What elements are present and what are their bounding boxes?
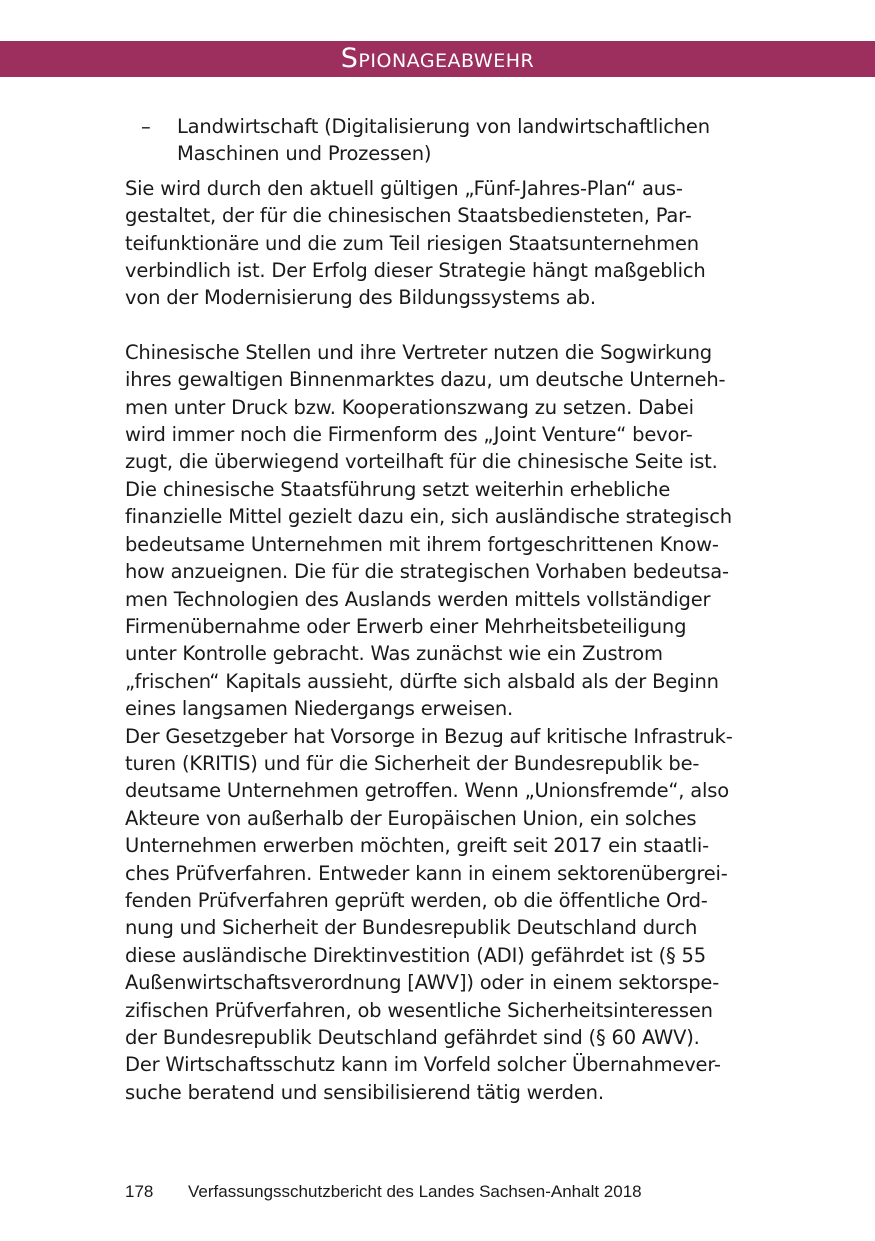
text-line: diese ausländische Direktinvestition (ADI) gefährdet ist (§ 55 (125, 943, 706, 967)
text-line: Maschinen und Prozessen) (177, 142, 432, 166)
text-line: verbindlich ist. Der Erfolg dieser Strategie hängt maßgeblich (125, 259, 706, 283)
paragraph (125, 339, 753, 723)
text-line: von der Modernisierung des Bildungssystems ab. (125, 286, 596, 310)
publication-title: Verfassungsschutzbericht des Landes Sachsen-Anhalt 2018 (188, 1182, 642, 1201)
text-line: Der Wirtschaftsschutz kann im Vorfeld solcher Übernahmever- (125, 1053, 721, 1077)
text-line: ches Prüfverfahren. Entweder kann in einem sektorenübergrei- (125, 861, 728, 885)
page-body (125, 113, 753, 1106)
text-line: unter Kontrolle gebracht. Was zunächst wie ein Zustrom (125, 642, 663, 666)
text-line: „frischen“ Kapitals aussieht, dürfte sich alsbald als der Beginn (125, 669, 719, 693)
text-line: teifunktionäre und die zum Teil riesigen Staatsunternehmen (125, 231, 699, 255)
text-line: men unter Druck bzw. Kooperationszwang zu setzen. Dabei (125, 395, 694, 419)
text-line: nung und Sicherheit der Bundesrepublik Deutschland durch (125, 916, 698, 940)
paragraph (125, 723, 753, 1107)
text-line: Sie wird durch den aktuell gültigen „Fünf-Jahres-Plan“ aus- (125, 176, 683, 200)
text-line: bedeutsame Unternehmen mit ihrem fortgeschrittenen Know- (125, 532, 719, 556)
text-line: how anzueignen. Die für die strategischen Vorhaben bedeutsa- (125, 560, 729, 584)
text-line: suche beratend und sensibilisierend tätig werden. (125, 1080, 604, 1104)
text-line: wird immer noch die Firmenform des „Joint Venture“ bevor- (125, 423, 693, 447)
text-line: Landwirtschaft (Digitalisierung von landwirtschaftlichen (177, 115, 710, 138)
text-line: turen (KRITIS) und für die Sicherheit der Bundesrepublik be- (125, 751, 700, 775)
paragraph-spacer (125, 312, 753, 339)
text-line: men Technologien des Auslands werden mittels vollständiger (125, 587, 711, 611)
section-header-band (0, 41, 875, 77)
text-line: ihres gewaltigen Binnenmarktes dazu, um deutsche Unterneh- (125, 368, 726, 392)
paragraph (125, 175, 753, 312)
text-line: eines langsamen Niedergangs erweisen. (125, 697, 514, 721)
text-line: zifischen Prüfverfahren, ob wesentliche Sicherheitsinteressen (125, 998, 713, 1022)
section-title: Spionageabwehr (340, 43, 535, 74)
text-line: Die chinesische Staatsführung setzt weiterhin erhebliche (125, 477, 671, 501)
list-item (125, 113, 753, 168)
text-line: deutsame Unternehmen getroffen. Wenn „Unionsfremde“, also (125, 779, 729, 803)
text-line: Außenwirtschaftsverordnung [AWV]) oder in einem sektorspe- (125, 971, 720, 995)
text-line: finanzielle Mittel gezielt dazu ein, sich ausländische strategisch (125, 505, 732, 529)
text-line: der Bundesrepublik Deutschland gefährdet sind (§ 60 AWV). (125, 1026, 700, 1049)
text-line: gestaltet, der für die chinesischen Staatsbediensteten, Par- (125, 204, 692, 228)
text-line: Firmenübernahme oder Erwerb einer Mehrheitsbeteiligung (125, 614, 687, 638)
bullet-dash: – (141, 115, 151, 138)
bullet-text (177, 113, 753, 168)
text-line: Unternehmen erwerben möchten, greift seit 2017 ein staatli- (125, 834, 709, 858)
page-footer (125, 1182, 642, 1202)
page-number: 178 (125, 1182, 154, 1201)
text-line: zugt, die überwiegend vorteilhaft für die chinesische Seite ist. (125, 450, 718, 474)
text-line: Der Gesetzgeber hat Vorsorge in Bezug auf kritische Infrastruk- (125, 724, 733, 748)
text-line: Akteure von außerhalb der Europäischen Union, ein solches (125, 806, 697, 830)
text-line: Chinesische Stellen und ihre Vertreter nutzen die Sogwirkung (125, 340, 712, 364)
text-line: fenden Prüfverfahren geprüft werden, ob die öffentliche Ord- (125, 888, 708, 912)
